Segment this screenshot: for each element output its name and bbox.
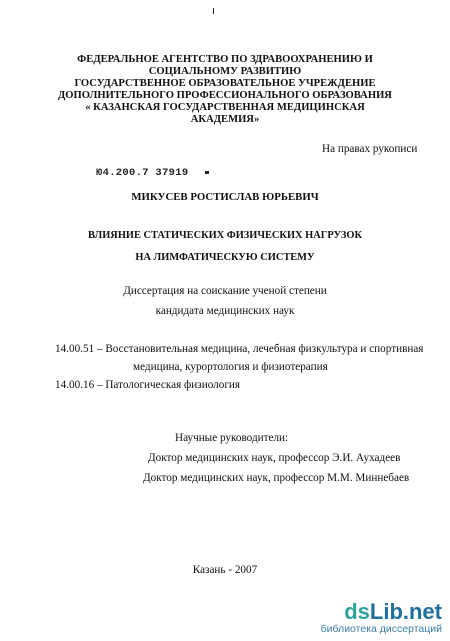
supervisors-label: Научные руководители: [175,432,289,444]
supervisor-item: Доктор медицинских наук, профессор М.М. Миннебаев [143,472,410,484]
watermark [320,599,442,635]
org-header-line: АКАДЕМИЯ» [190,114,260,125]
scan-speck [213,8,214,14]
specialty-line: 14.00.51 – Восстановительная медицина, лечебная физкультура и спортивная [55,343,424,355]
specialty-line: 14.00.16 – Патологическая физиология [55,379,241,391]
watermark-logo-part: Lib.net [369,599,442,624]
degree-line: кандидата медицинских наук [155,305,295,317]
dissertation-title-line: НА ЛИМФАТИЧЕСКУЮ СИСТЕМУ [135,252,315,263]
rights-notice: На правах рукописи [322,143,418,155]
org-header-line: ГОСУДАРСТВЕННОЕ ОБРАЗОВАТЕЛЬНОЕ УЧРЕЖДЕНИЕ [74,78,376,89]
org-header-line: « КАЗАНСКАЯ ГОСУДАРСТВЕННАЯ МЕДИЦИНСКАЯ [85,102,365,113]
org-header-line: СОЦИАЛЬНОМУ РАЗВИТИЮ [148,66,302,77]
supervisor-item: Доктор медицинских наук, профессор Э.И. Аухадеев [148,452,401,464]
specialty-line: медицина, курортология и физиотерапия [133,361,328,373]
watermark-subtitle: библиотека диссертаций [320,623,442,635]
scan-speck [205,171,209,174]
author-name: МИКУСЕВ РОСТИСЛАВ ЮРЬЕВИЧ [131,191,319,203]
dissertation-title-line: ВЛИЯНИЕ СТАТИЧЕСКИХ ФИЗИЧЕСКИХ НАГРУЗОК [87,230,363,241]
org-header-line: ДОПОЛНИТЕЛЬНОГО ПРОФЕССИОНАЛЬНОГО ОБРАЗОВАНИЯ [58,90,392,101]
org-header-line: ФЕДЕРАЛЬНОЕ АГЕНТСТВО ПО ЗДРАВООХРАНЕНИЮ И [77,54,373,65]
library-stamp-number: Ю4.200.7 37919 [96,167,189,179]
city-year: Казань - 2007 [192,564,258,576]
watermark-logo [344,601,442,623]
watermark-logo-part: ds [344,599,370,624]
degree-line: Диссертация на соискание ученой степени [123,285,327,297]
